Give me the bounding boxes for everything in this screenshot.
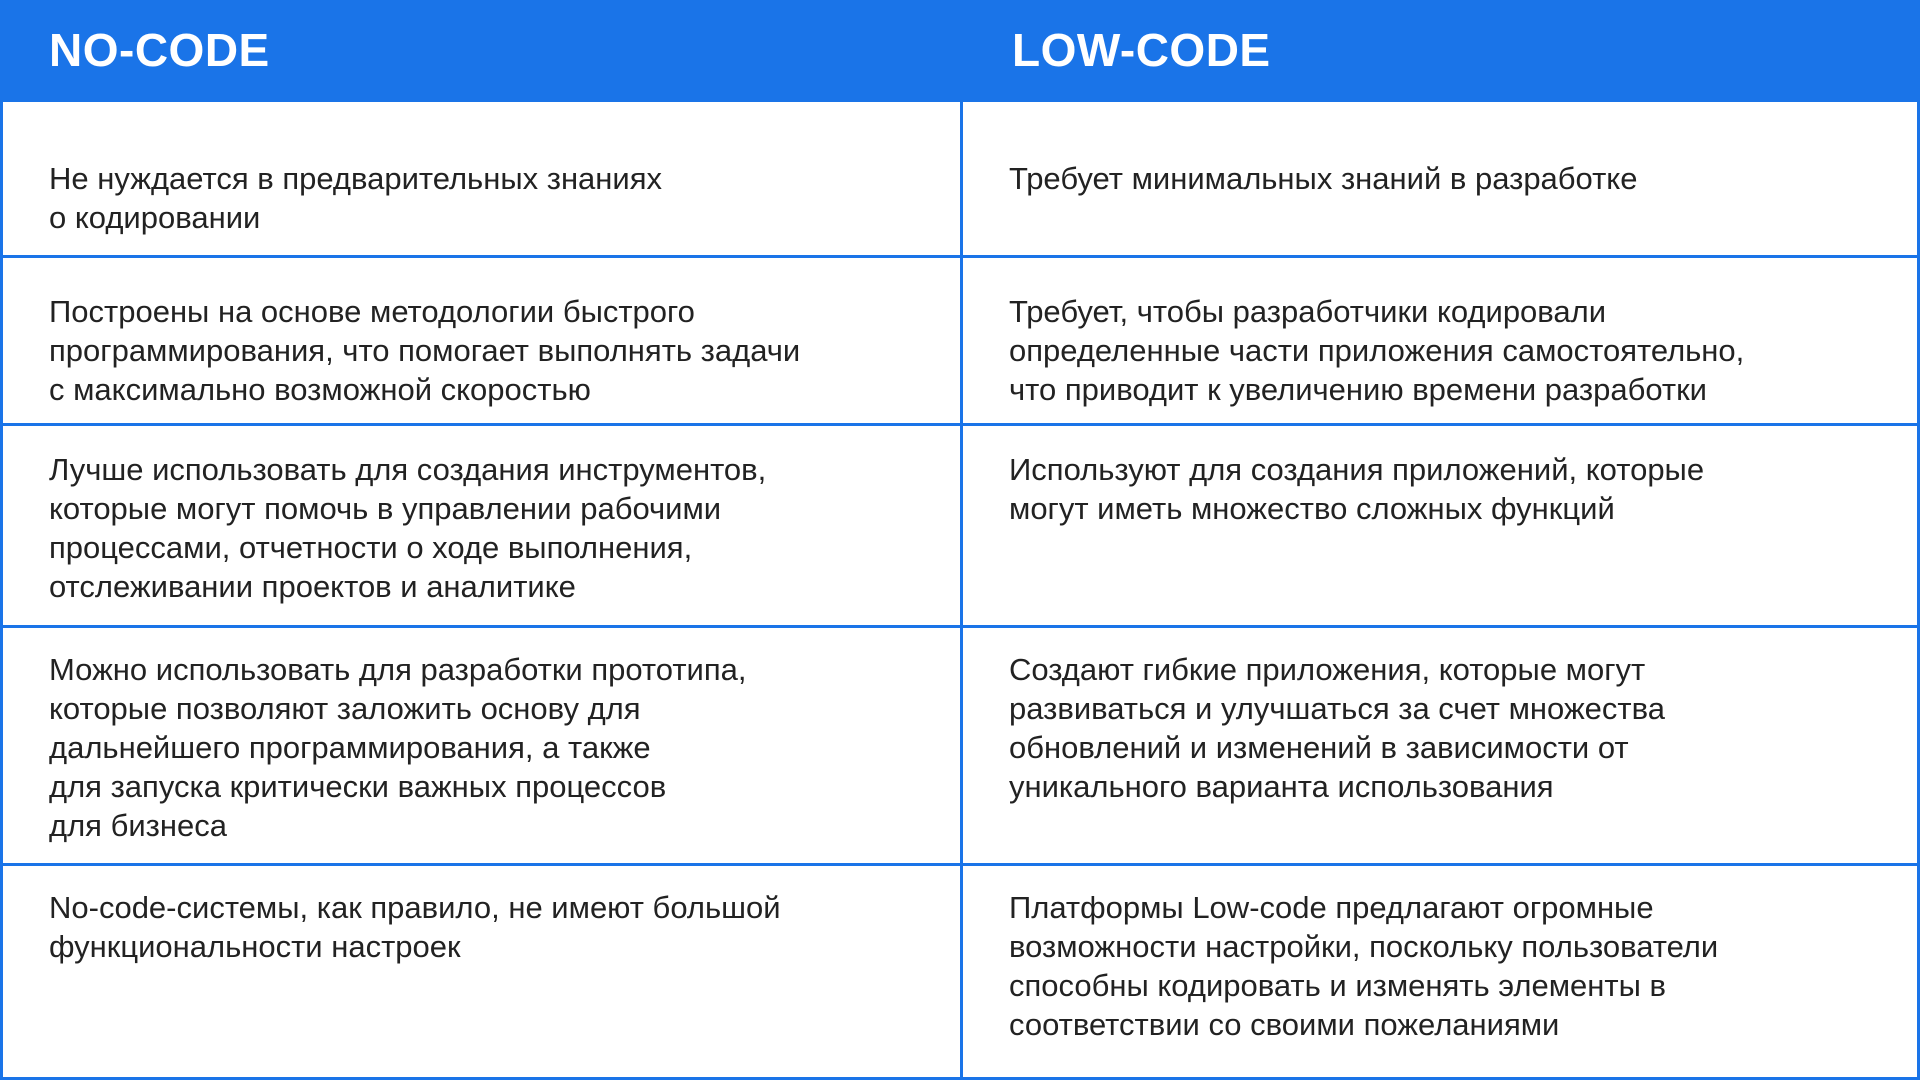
cell-low-code-row-2 [963, 255, 1920, 423]
cell-no-code-row-1 [3, 99, 963, 255]
header-low-code: LOW-CODE [963, 0, 1920, 99]
cell-text: Построены на основе методологии быстрого программирования, что помогает выполнять задачи с максимально возможной скоростью [49, 294, 801, 407]
cell-no-code-row-3 [3, 423, 963, 625]
cell-text: Создают гибкие приложения, которые могут развиваться и улучшаться за счет множества обновлений и изменений в зависимости от уникального варианта использования [1009, 652, 1665, 804]
cell-text: Используют для создания приложений, которые могут иметь множество сложных функций [1009, 452, 1705, 526]
cell-text: Требует минимальных знаний в разработке [1009, 161, 1638, 196]
cell-no-code-row-4 [3, 625, 963, 863]
cell-text: Не нуждается в предварительных знаниях о кодировании [49, 161, 663, 235]
cell-low-code-row-5 [963, 863, 1920, 1080]
cell-low-code-row-4 [963, 625, 1920, 863]
cell-no-code-row-2 [3, 255, 963, 423]
cell-text: No-code-системы, как правило, не имеют большой функциональности настроек [49, 890, 781, 964]
cell-no-code-row-5 [3, 863, 963, 1080]
cell-text: Лучше использовать для создания инструментов, которые могут помочь в управлении рабочими процессами, отчетности о ходе выполнения, отслеживании проектов и аналитике [49, 452, 767, 604]
cell-text: Можно использовать для разработки прототипа, которые позволяют заложить основу для дальнейшего программирования, а также для запуска критически важных процессов для бизнеса [49, 652, 747, 843]
header-no-code: NO-CODE [3, 0, 963, 99]
cell-text: Платформы Low-code предлагают огромные возможности настройки, поскольку пользователи способны кодировать и изменять элементы в соответствии со своими пожеланиями [1009, 890, 1719, 1042]
cell-low-code-row-3 [963, 423, 1920, 625]
cell-low-code-row-1 [963, 99, 1920, 255]
cell-text: Требует, чтобы разработчики кодировали определенные части приложения самостоятельно, что приводит к увеличению времени разработки [1009, 294, 1745, 407]
